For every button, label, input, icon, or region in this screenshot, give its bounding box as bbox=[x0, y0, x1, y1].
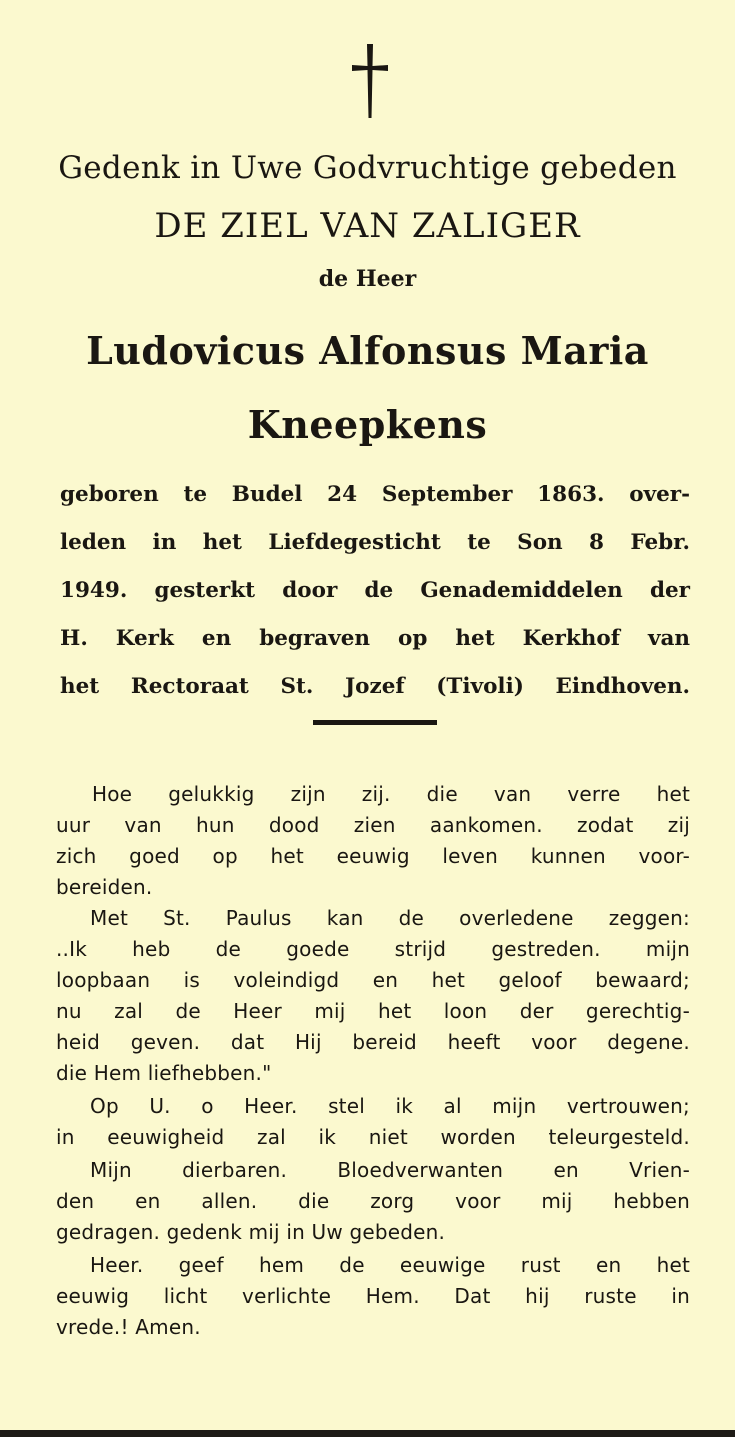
soul-line: DE ZIEL VAN ZALIGER bbox=[154, 206, 581, 246]
invocation-line: Gedenk in Uwe Godvruchtige gebeden bbox=[58, 150, 677, 186]
verse-line: uur van hun dood zien aankomen. zodat zij bbox=[56, 813, 690, 837]
verse-line: Met St. Paulus kan de overledene zeggen: bbox=[90, 906, 690, 930]
verse-line: ..Ik heb de goede strijd gestreden. mijn bbox=[56, 937, 690, 961]
bio-line: 1949. gesterkt door de Genademiddelen der bbox=[60, 578, 690, 603]
divider-rule bbox=[313, 720, 437, 725]
honorific: de Heer bbox=[318, 266, 417, 292]
deceased-name-line-1: Ludovicus Alfonsus Maria bbox=[86, 328, 649, 373]
deceased-name-line-2: Kneepkens bbox=[247, 402, 488, 447]
bio-line: het Rectoraat St. Jozef (Tivoli) Eindhoven. bbox=[60, 674, 690, 699]
verse-line: die Hem liefhebben." bbox=[56, 1061, 272, 1085]
bio-line: geboren te Budel 24 September 1863. over- bbox=[60, 482, 690, 507]
verse-line: Mijn dierbaren. Bloedverwanten en Vrien- bbox=[90, 1158, 690, 1182]
verse-line: eeuwig licht verlichte Hem. Dat hij ruste in bbox=[56, 1284, 690, 1308]
verse-line: Heer. geef hem de eeuwige rust en het bbox=[90, 1253, 690, 1277]
verse-line: bereiden. bbox=[56, 875, 153, 899]
verse-line: in eeuwigheid zal ik niet worden teleurgesteld. bbox=[56, 1125, 690, 1149]
verse-line: heid geven. dat Hij bereid heeft voor degene. bbox=[56, 1030, 690, 1054]
verse-line: vrede.! Amen. bbox=[56, 1315, 201, 1339]
latin-cross-icon bbox=[348, 42, 392, 120]
verse-line: Hoe gelukkig zijn zij. die van verre het bbox=[92, 782, 690, 806]
verse-line: Op U. o Heer. stel ik al mijn vertrouwen; bbox=[90, 1094, 690, 1118]
verse-line: loopbaan is voleindigd en het geloof bewaard; bbox=[56, 968, 690, 992]
bio-line: leden in het Liefdegesticht te Son 8 Febr. bbox=[60, 530, 690, 555]
verse-line: gedragen. gedenk mij in Uw gebeden. bbox=[56, 1220, 446, 1244]
bottom-border bbox=[0, 1430, 735, 1437]
verse-line: zich goed op het eeuwig leven kunnen voor- bbox=[56, 844, 690, 868]
bio-line: H. Kerk en begraven op het Kerkhof van bbox=[60, 626, 690, 651]
verse-line: nu zal de Heer mij het loon der gerechtig- bbox=[56, 999, 690, 1023]
verse-line: den en allen. die zorg voor mij hebben bbox=[56, 1189, 690, 1213]
